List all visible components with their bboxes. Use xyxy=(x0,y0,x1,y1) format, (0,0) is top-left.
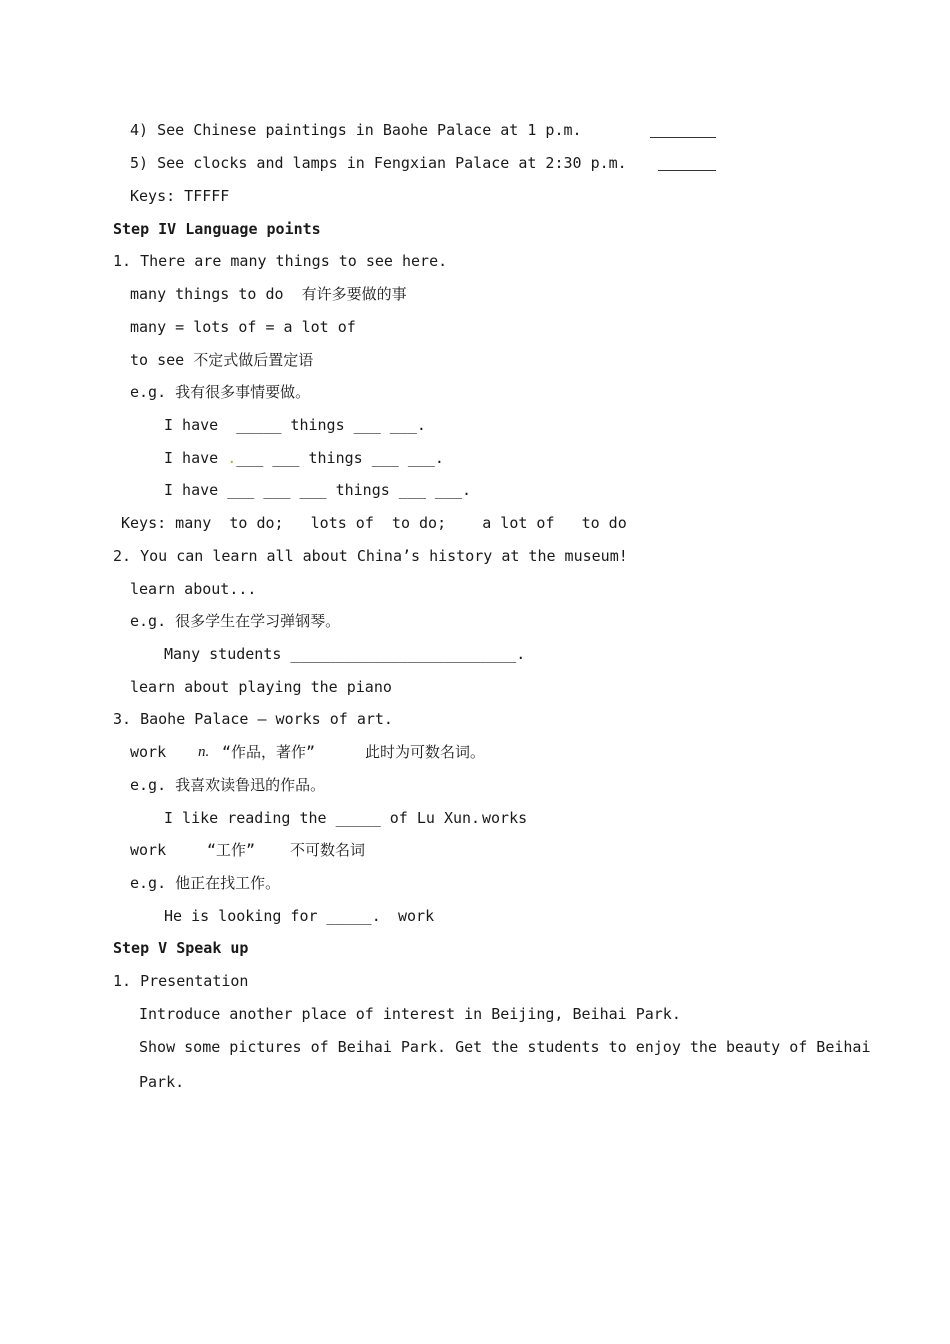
answer-blank-4 xyxy=(650,137,716,138)
point-3-exercise: I like reading the _____ of Lu Xun. xyxy=(164,809,481,827)
point-3: 3. Baohe Palace — works of art. xyxy=(113,710,393,728)
point-1-exercise-b: I have .___ ___ things ___ ___. xyxy=(164,449,444,467)
point-3-answer-2: work xyxy=(398,907,435,925)
point-1-example: e.g. 我有很多事情要做。 xyxy=(130,383,311,401)
section-heading-step-v: Step V Speak up xyxy=(113,939,249,957)
point-3-example-2: e.g. 他正在找工作。 xyxy=(130,874,281,892)
step-v-paragraph-1: Introduce another place of interest in Beijing, Beihai Park. xyxy=(139,1005,681,1023)
point-3-pos: n. xyxy=(198,744,210,760)
point-1-exercise-a: I have _____ things ___ ___. xyxy=(164,416,426,434)
point-1-phrase: many things to do 有许多要做的事 xyxy=(130,285,407,303)
point-3-example: e.g. 我喜欢读鲁迅的作品。 xyxy=(130,776,326,794)
point-1-keys: Keys: many to do; lots of to do; a lot of to do xyxy=(121,514,627,532)
exercise-item-5: 5) See clocks and lamps in Fengxian Palace at 2:30 p.m. xyxy=(130,154,627,172)
point-1-note: to see 不定式做后置定语 xyxy=(130,351,314,369)
step-v-paragraph-2: Show some pictures of Beihai Park. Get the students to enjoy the beauty of Beihai xyxy=(139,1038,871,1056)
answer-blank-5 xyxy=(658,170,716,171)
point-2-example: e.g. 很多学生在学习弹钢琴。 xyxy=(130,612,341,630)
point-3-meaning: “作品，著作” xyxy=(222,743,316,761)
keys-line: Keys: TFFFF xyxy=(130,187,230,205)
step-v-paragraph-2-cont: Park. xyxy=(139,1073,185,1091)
point-1: 1. There are many things to see here. xyxy=(113,252,448,270)
point-3-exercise-2: He is looking for _____. xyxy=(164,907,381,925)
point-2: 2. You can learn all about China’s history at the museum! xyxy=(113,547,628,565)
step-v-item-1: 1. Presentation xyxy=(113,972,249,990)
point-3-note: 此时为可数名词。 xyxy=(365,743,486,761)
point-3-answer: works xyxy=(482,809,528,827)
section-heading-step-iv: Step IV Language points xyxy=(113,220,321,238)
exercise-item-4: 4) See Chinese paintings in Baohe Palace at 1 p.m. xyxy=(130,121,582,139)
point-1-exercise-c: I have ___ ___ ___ things ___ ___. xyxy=(164,481,472,499)
point-1-synonyms: many = lots of = a lot of xyxy=(130,318,356,336)
point-2-answer: learn about playing the piano xyxy=(130,678,392,696)
marker-dot: . xyxy=(227,449,237,467)
point-3-meaning-2: “工作” xyxy=(207,841,256,859)
point-3-word-2: work xyxy=(130,841,167,859)
point-3-note-2: 不可数名词 xyxy=(290,841,366,859)
point-3-word: work xyxy=(130,743,167,761)
point-2-phrase: learn about... xyxy=(130,580,257,598)
point-2-exercise: Many students _________________________. xyxy=(164,645,526,663)
